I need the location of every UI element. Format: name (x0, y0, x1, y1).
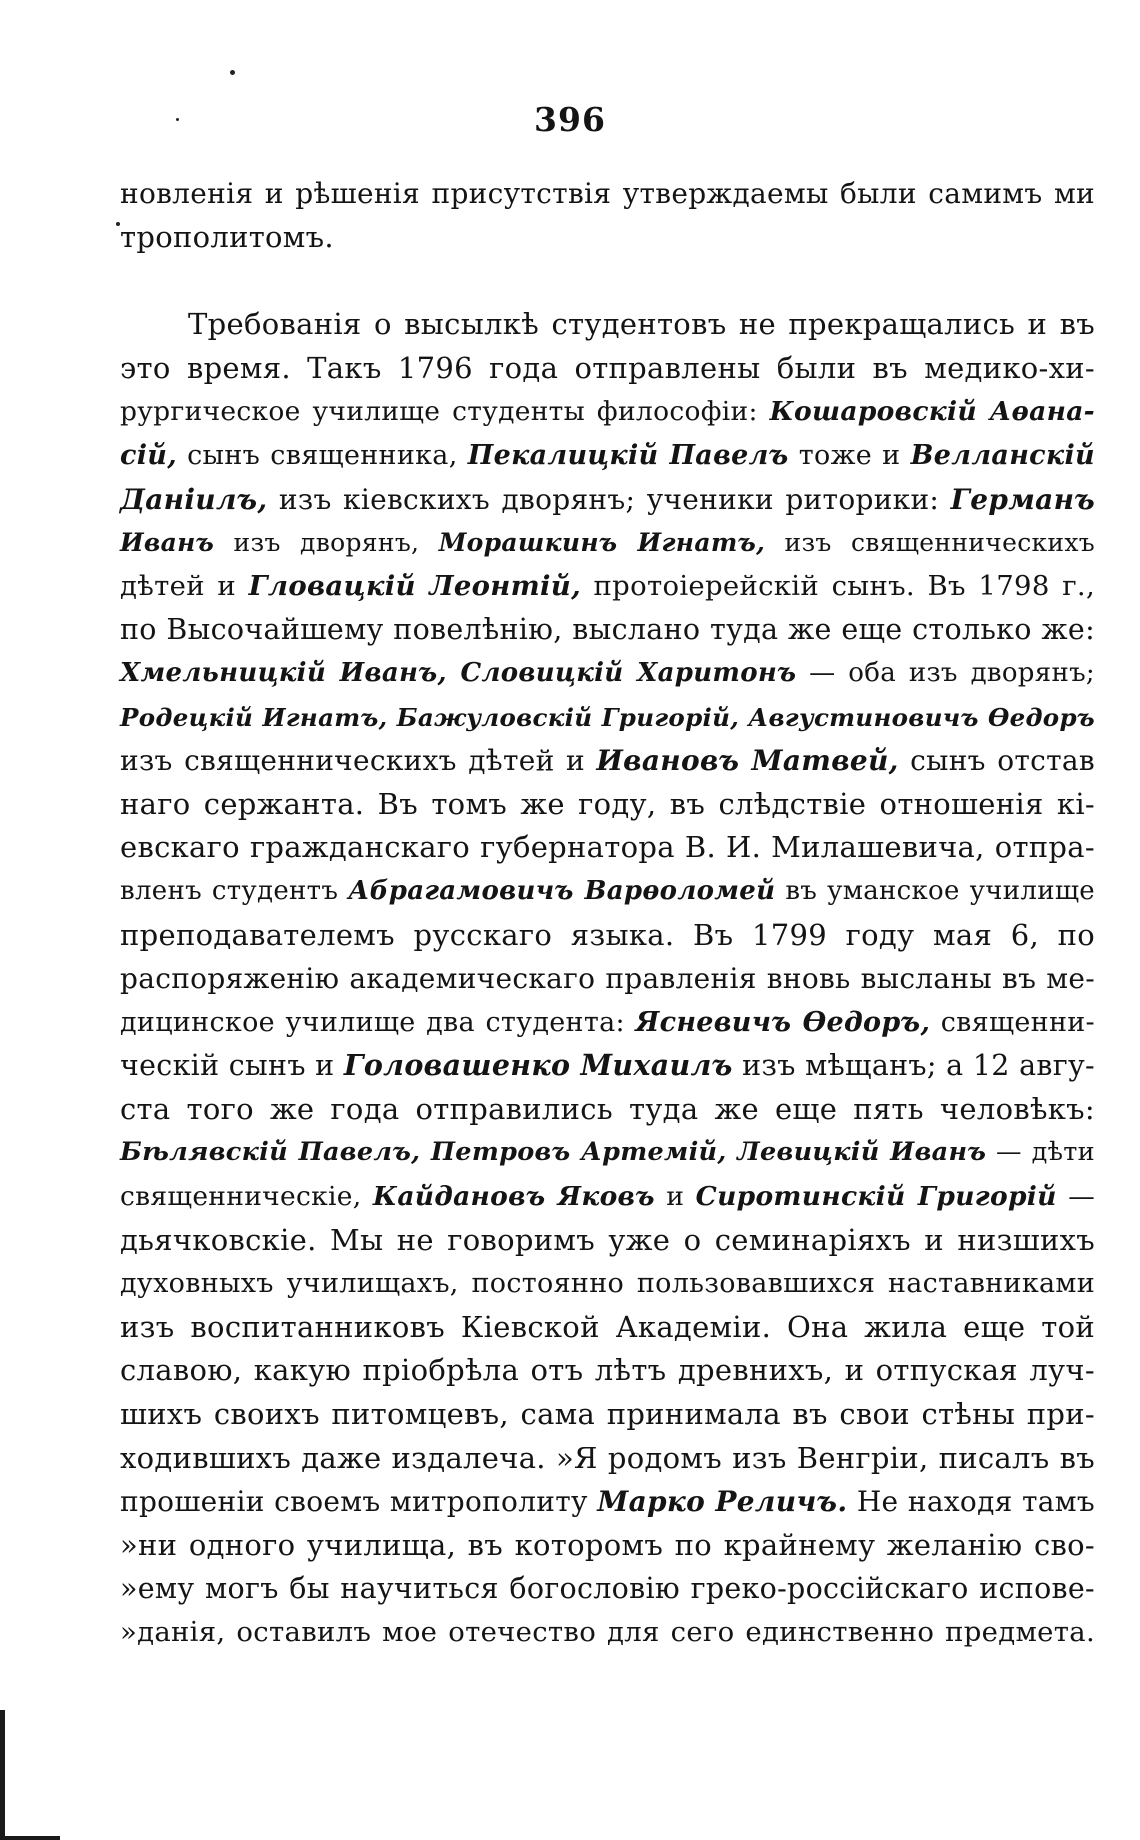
text-line (120, 1480, 1095, 1524)
text-segment: тоже и (788, 439, 911, 471)
italic-name: Бѣлявскій Павелъ, Петровъ Артемій, Левицкій Иванъ (120, 1137, 987, 1168)
text-segment: дьячковскіе. Мы не говоримъ уже о семинаріяхъ и низшихъ (120, 1222, 1095, 1257)
text-line (120, 1131, 1095, 1175)
italic-name: Гловацкій Леонтій, (248, 569, 581, 602)
italic-name: Кошаровскій Аѳана- (769, 396, 1095, 428)
text-segment: ходившихъ даже издалеча. »Я родомъ изъ Венгріи, писалъ въ (120, 1440, 1095, 1475)
italic-name: Родецкій Игнатъ, Бажуловскій Григорій, Августиновичъ Ѳедоръ (120, 702, 1095, 732)
text-segment: распоряженію академическаго правленія вновь высланы въ ме- (120, 962, 1095, 996)
text-segment: изъ дворянъ, (214, 528, 439, 558)
italic-name: Даніилъ, (120, 482, 268, 516)
text-segment: »ни одного училища, въ которомъ по крайнему желанію сво- (120, 1527, 1095, 1562)
text-line (120, 565, 1095, 609)
italic-name: Ивановъ Матвей, (596, 744, 899, 778)
text-segment: священни- (930, 1006, 1095, 1038)
text-segment: трополитомъ. (120, 219, 334, 254)
text-segment: — дѣти (986, 1137, 1095, 1168)
text-line (120, 1349, 1095, 1393)
print-speck (230, 70, 235, 75)
text-segment: дицинское училище два студента: (120, 1006, 636, 1038)
text-segment: ческій сынъ и (120, 1049, 344, 1083)
page-edge-mark (0, 1710, 5, 1840)
text-segment: сынъ отстав (898, 744, 1095, 778)
text-segment: славою, какую пріобрѣла отъ лѣтъ древнихъ, и отпуская луч- (120, 1353, 1095, 1388)
page-edge-mark (0, 1836, 60, 1840)
text-segment: — (1056, 1181, 1095, 1213)
text-line (120, 1567, 1095, 1611)
text-line (120, 1088, 1095, 1132)
text-segment: шихъ своихъ питомцевъ, сама принимала въ свои стѣны при- (120, 1397, 1095, 1432)
text-line (120, 303, 1095, 347)
text-line (120, 390, 1095, 434)
text-segment: это время. Такъ 1796 года отправлены были въ медико-хи- (120, 350, 1095, 385)
text-line (120, 1044, 1095, 1088)
text-line (120, 696, 1095, 740)
italic-name: Кайдановъ Яковъ (372, 1181, 655, 1213)
text-segment: изъ священническихъ дѣтей и (120, 744, 597, 778)
body-text (120, 172, 1095, 1655)
italic-name: Марко Реличъ. (597, 1485, 848, 1519)
text-line (120, 521, 1095, 565)
page-number: 396 (534, 100, 606, 139)
text-line (120, 739, 1095, 783)
text-line (120, 1437, 1095, 1481)
text-line (120, 1524, 1095, 1568)
text-segment: въ уманское училище (775, 875, 1095, 906)
text-segment: Требованія о высылкѣ студентовъ не прекращались и въ (188, 307, 1095, 342)
text-segment: и (654, 1181, 696, 1213)
text-line (120, 1175, 1095, 1219)
text-segment: дѣтей и (120, 569, 249, 602)
text-segment: Не находя тамъ (847, 1485, 1095, 1519)
text-line (120, 608, 1095, 652)
text-segment: сынъ священника, (176, 439, 468, 471)
text-segment: протоіерейскій сынъ. Въ 1798 г., (580, 569, 1095, 602)
text-line (120, 434, 1095, 478)
italic-name: Велланскій (910, 439, 1095, 471)
text-line (120, 1262, 1095, 1306)
text-line (120, 1393, 1095, 1437)
text-line (120, 478, 1095, 522)
italic-name: Морашкинъ Игнатъ, (438, 528, 766, 558)
text-line (120, 652, 1095, 696)
text-line (120, 1001, 1095, 1045)
text-segment: »данія, оставилъ мое отечество для сего единственно предмета. (120, 1616, 1095, 1648)
italic-name: Головашенко Михаилъ (343, 1048, 733, 1083)
text-segment: »ему могъ бы научиться богословію греко-россійскаго испове- (120, 1572, 1095, 1606)
text-line (120, 1306, 1095, 1350)
text-segment: священническіе, (120, 1181, 373, 1213)
text-segment: рургическое училище студенты философіи: (120, 396, 770, 428)
text-line (120, 826, 1095, 870)
text-line (120, 957, 1095, 1001)
text-segment: по Высочайшему повелѣнію, выслано туда же еще столько же: (120, 613, 1095, 647)
text-line (120, 347, 1095, 391)
italic-name: сій, (120, 439, 177, 471)
italic-name: Хмельницкій Иванъ, Словицкій Харитонъ (120, 657, 797, 688)
text-segment: ста того же года отправились туда же еще пять человѣкъ: (120, 1091, 1095, 1126)
text-segment: наго сержанта. Въ томъ же году, въ слѣдствіе отношенія кі- (120, 786, 1095, 821)
text-line (120, 1219, 1095, 1263)
text-segment: новленія и рѣшенія присутствія утверждаемы были самимъ ми (120, 177, 1095, 210)
text-line (120, 783, 1095, 827)
paragraph-gap (120, 259, 1095, 303)
text-segment: прошеніи своемъ митрополиту (120, 1485, 598, 1519)
text-line (120, 914, 1095, 958)
italic-name: Сиротинскій Григорій (695, 1181, 1057, 1213)
text-segment: изъ священническихъ (765, 528, 1095, 558)
italic-name: Германъ (950, 482, 1095, 516)
italic-name: Абрагамовичъ Варѳоломей (348, 875, 776, 906)
text-line (120, 1611, 1095, 1655)
text-segment: изъ мѣщанъ; а 12 авгу- (732, 1049, 1095, 1083)
text-segment: изъ воспитанниковъ Кіевской Академіи. Она жила еще той (120, 1309, 1095, 1344)
text-line (120, 216, 1095, 260)
italic-name: Пекалицкій Павелъ (467, 439, 789, 471)
text-segment: преподавателемъ русскаго языка. Въ 1799 году мая 6, по (120, 917, 1095, 952)
text-line (120, 870, 1095, 914)
text-segment: евскаго гражданскаго губернатора В. И. Милашевича, отпра- (120, 830, 1095, 865)
italic-name: Иванъ (120, 528, 215, 558)
text-segment: духовныхъ училищахъ, постоянно пользовавшихся наставниками (120, 1268, 1095, 1300)
italic-name: Ясневичъ Ѳедоръ, (635, 1006, 931, 1038)
text-segment: изъ кіевскихъ дворянъ; ученики риторики: (267, 482, 951, 516)
text-segment: — оба изъ дворянъ; (796, 657, 1095, 688)
text-line (120, 172, 1095, 216)
text-segment: вленъ студентъ (120, 875, 349, 906)
